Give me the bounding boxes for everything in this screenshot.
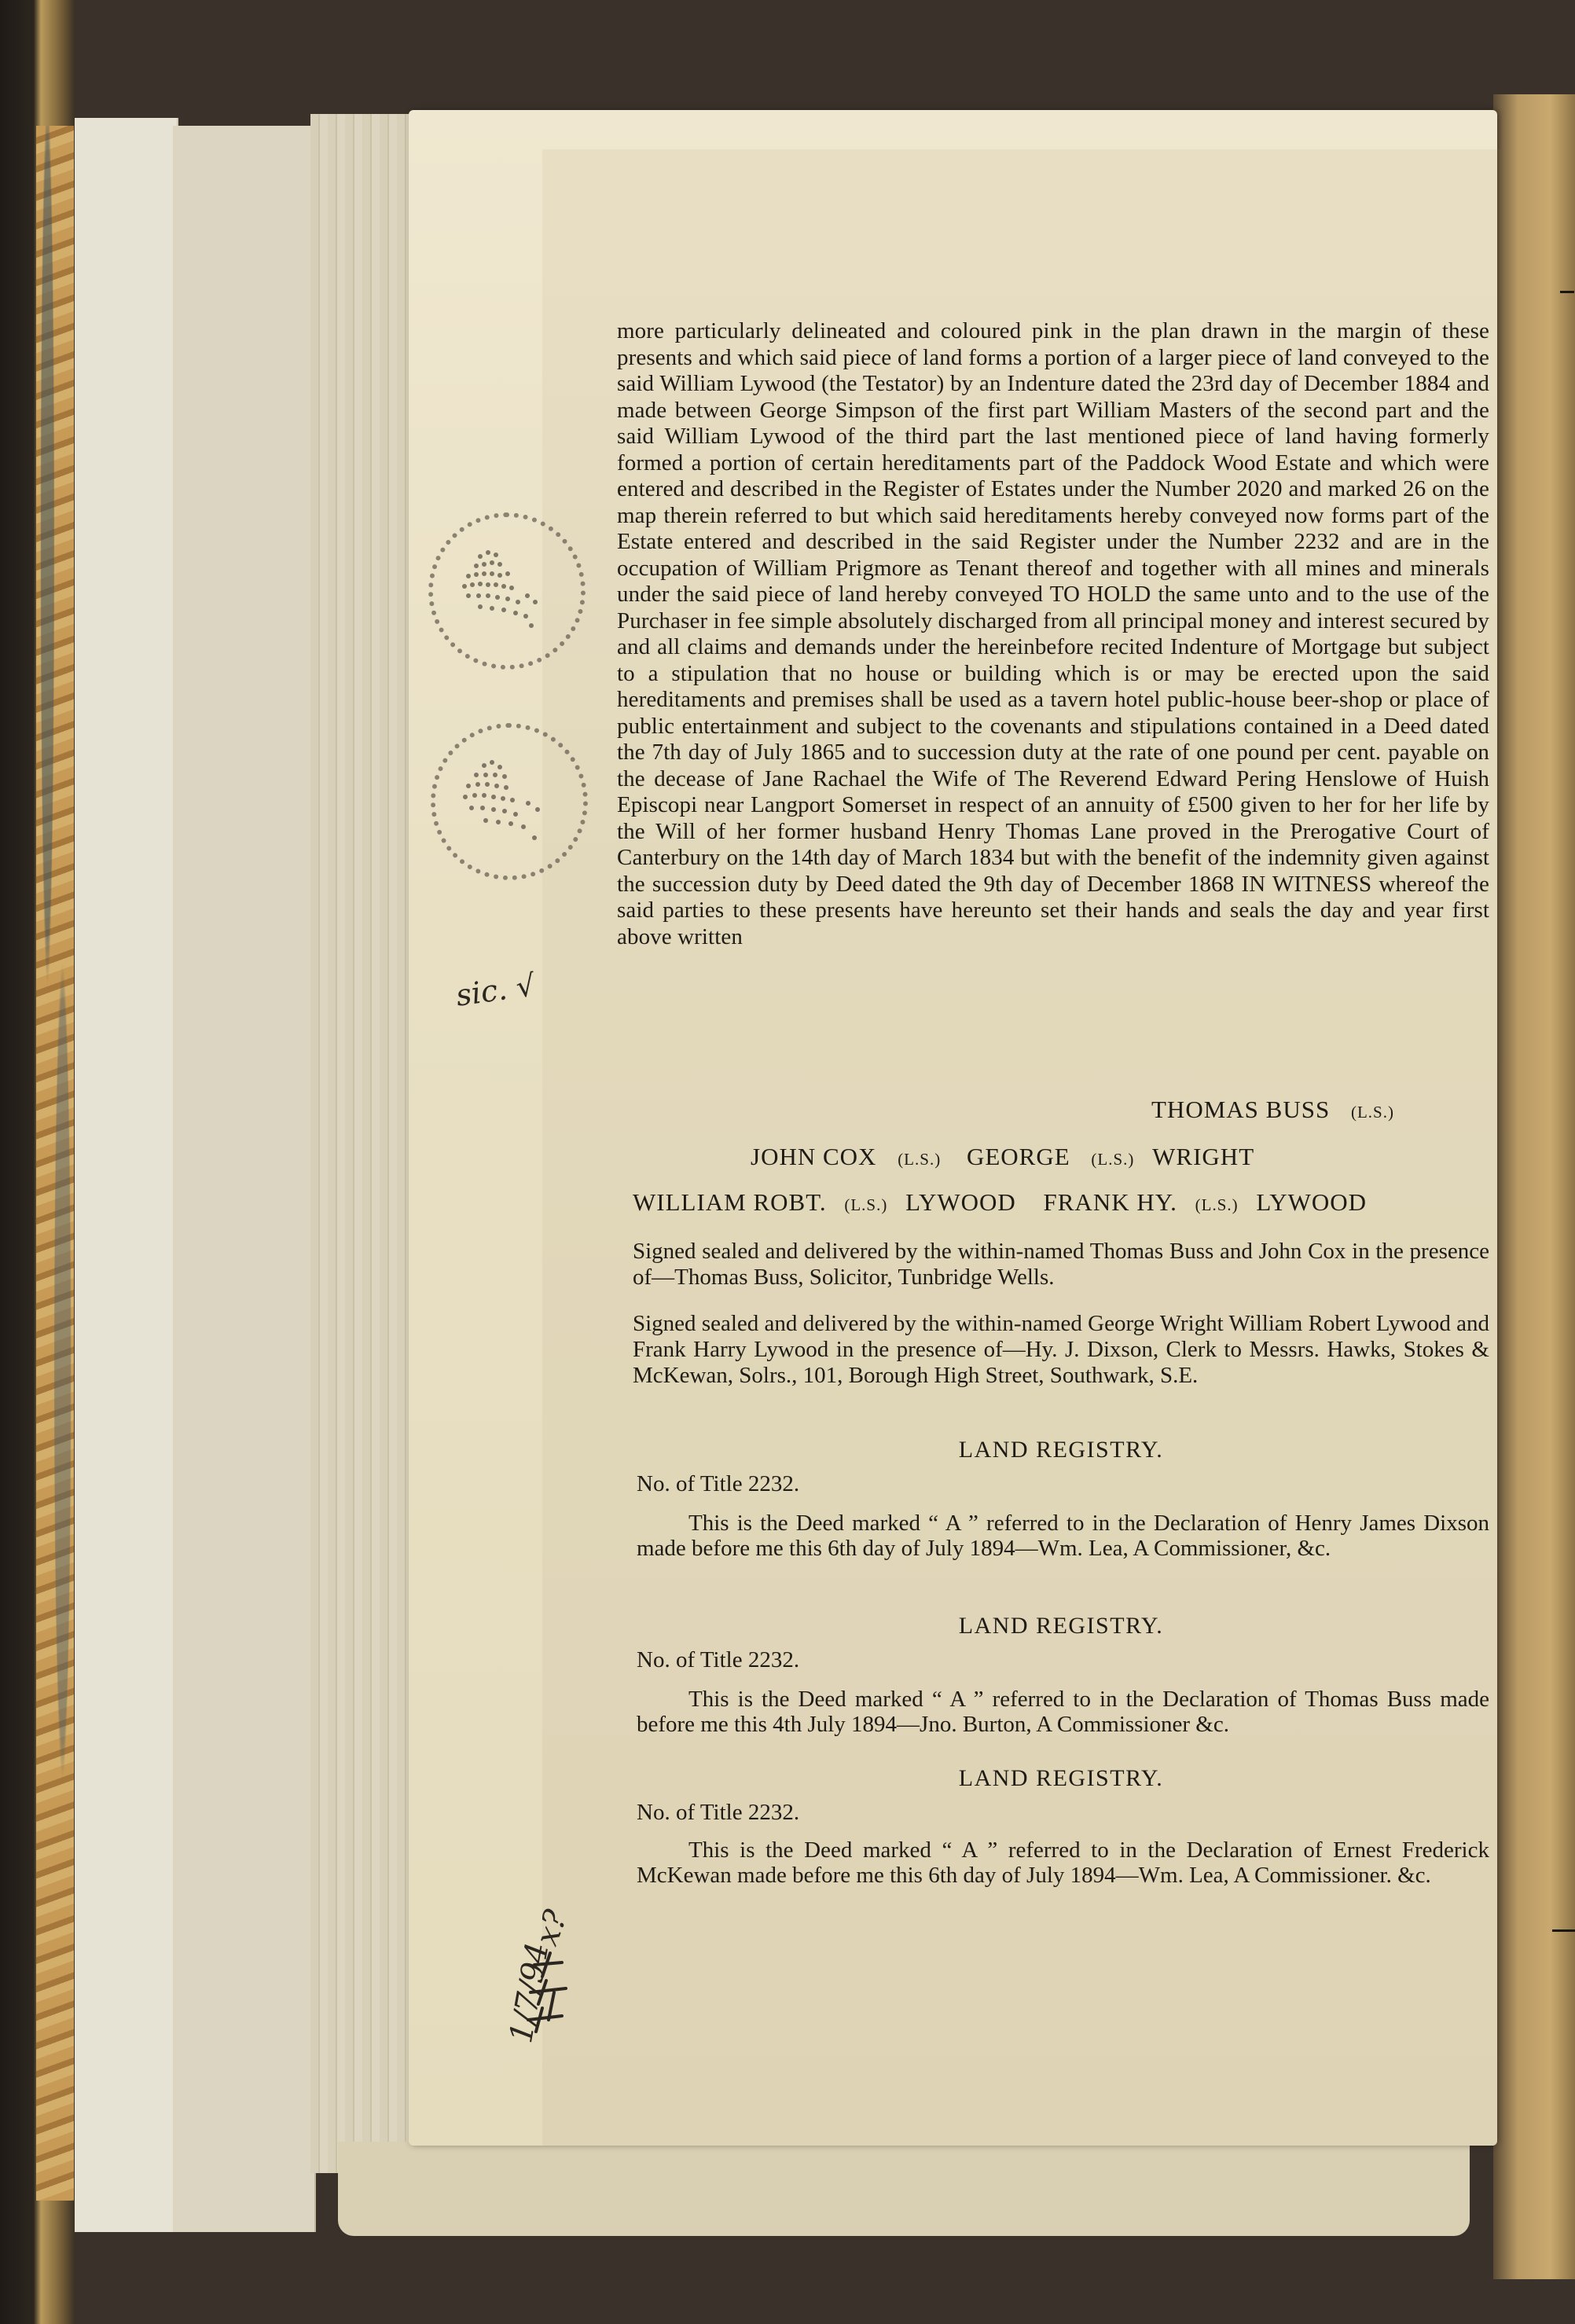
registry-heading-1: LAND REGISTRY. <box>958 1437 1164 1463</box>
flyleaf-page <box>75 118 178 2232</box>
perforated-stamp-upper <box>428 512 586 670</box>
signatory-george-first: GEORGE <box>966 1143 1070 1170</box>
registry-text-3: This is the Deed marked “ A ” referred to in the Declaration of Ernest Frederick McKewan made before me this 6th day of July 1894—Wm. Lea, A Commissioner. &c. <box>637 1838 1489 1888</box>
attestation-clause-1: Signed sealed and delivered by the within-named Thomas Buss and John Cox in the presence of—Thomas Buss, Solicitor, Tunbridge Wells. <box>633 1239 1489 1290</box>
signatory-frank-first: FRANK HY. <box>1043 1188 1177 1216</box>
signatory-william-first: WILLIAM ROBT. <box>633 1188 827 1216</box>
marbled-edge <box>36 126 74 2201</box>
signature-line-2 <box>751 1143 1254 1171</box>
registry-heading-2: LAND REGISTRY. <box>958 1613 1164 1639</box>
flyleaf-page-inner <box>173 126 316 2232</box>
registry-text-2: This is the Deed marked “ A ” referred to in the Declaration of Thomas Buss made before me this 4th July 1894—Jno. Burton, A Commissioner &c. <box>637 1687 1489 1737</box>
deed-body-paragraph: more particularly delineated and coloured pink in the plan drawn in the margin of these presents and which said piece of land forms a portion of a larger piece of land conveyed to the said William Lywood (the Testator) by an Indenture dated the 23rd day of December 1884 and made between George Simpson of the first part William Masters of the second part and the said William Lywood of the third part the last mentioned piece of land having formerly formed a portion of certain hereditaments part of the Paddock Wood Estate and which were entered and described in the Register of Estates under the Number 2020 and marked 26 on the map therein referred to but which said hereditaments hereby conveyed now forms part of the Estate entered and described in the said Register under the Number 2232 and are in the occupation of William Prigmore as Tenant thereof and together with all mines and minerals under the said piece of land hereby conveyed TO HOLD the same unto and to the use of the Purchaser in fee simple absolutely discharged from all principal money and interest secured by and all claims and demands under the hereinbefore recited Indenture of Mortgage but subject to a stipulation that no house or building which is or may be erected upon the said hereditaments and premises shall be used as a tavern hotel public-house beer-shop or place of public entertainment and subject to the covenants and stipulations contained in a Deed dated the 7th day of July 1865 and to succession duty at the rate of one pound per cent. payable on the decease of Jane Rachael the Wife of The Reverend Edward Pering Henslowe of Huish Episcopi near Langport Somerset in respect of an annuity of £500 given to her for her life by the Will of her former husband Henry Thomas Lane proved in the Prerogative Court of Canterbury on the 14th day of March 1834 but with the benefit of the indemnity given against the succession duty by Deed dated the 9th day of December 1868 IN WITNESS whereof the said parties to these presents have hereunto set their hands and seals the day and year first above written <box>617 318 1489 949</box>
margin-note-bottom-mark: x? <box>528 1905 575 1951</box>
attestation-clause-2: Signed sealed and delivered by the within-named George Wright William Robert Lywood and Frank Harry Lywood in the presence of—Hy. J. Dixson, Clerk to Messrs. Hawks, Stokes & McKewan, Solrs., 101, Borough High Street, Southwark, S.E. <box>633 1311 1489 1388</box>
seal-mark: (L.S.) <box>1350 1103 1394 1122</box>
signatory-frank-last: LYWOOD <box>1256 1188 1368 1216</box>
margin-note-date: 1/7/94 <box>503 1940 556 2046</box>
page-bottom-edge <box>338 2142 1470 2236</box>
title-number-3: No. of Title 2232. <box>637 1800 800 1825</box>
right-edge-line <box>1552 1929 1575 1932</box>
signatory-william-last: LYWOOD <box>905 1188 1016 1216</box>
registry-text-1: This is the Deed marked “ A ” referred to in the Declaration of Henry James Dixson made before me this 6th day of July 1894—Wm. Lea, A Commissioner, &c. <box>637 1511 1489 1561</box>
signature-line-1 <box>1151 1096 1394 1124</box>
signatory-thomas-buss: THOMAS BUSS <box>1151 1096 1331 1123</box>
title-number-2: No. of Title 2232. <box>637 1647 800 1672</box>
right-edge-mark <box>1560 291 1574 293</box>
seal-mark: (L.S.) <box>1091 1150 1135 1169</box>
signatory-john-cox: JOHN COX <box>751 1143 877 1170</box>
deed-body <box>617 318 1489 950</box>
perforated-stamp-lower <box>431 723 588 880</box>
registry-heading-3: LAND REGISTRY. <box>958 1765 1164 1791</box>
seal-mark: (L.S.) <box>844 1195 888 1214</box>
margin-note-sic: sic. √ <box>453 967 538 1013</box>
signature-line-3 <box>633 1188 1367 1217</box>
right-page-edge <box>1493 94 1575 2279</box>
title-number-1: No. of Title 2232. <box>637 1471 800 1496</box>
seal-mark: (L.S.) <box>1195 1195 1239 1214</box>
signatory-george-last: WRIGHT <box>1152 1143 1255 1170</box>
seal-mark: (L.S.) <box>898 1150 942 1169</box>
